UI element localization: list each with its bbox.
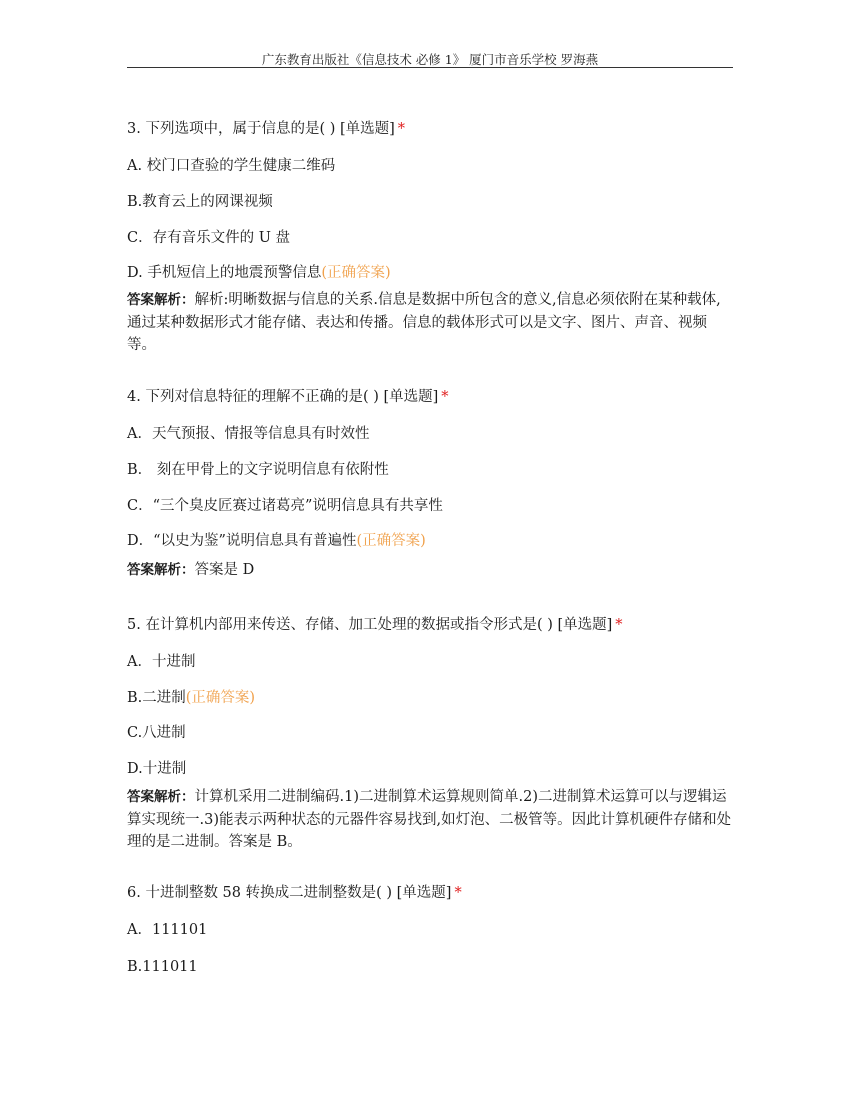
question-5-title: 5. 在计算机内部用来传送、存储、加工处理的数据或指令形式是( ) [单选题] * bbox=[127, 617, 623, 633]
question-5-option-d[interactable]: D.十进制 bbox=[127, 761, 187, 777]
question-4-analysis: 答案解析：答案是 D bbox=[127, 562, 255, 578]
correct-answer-tag: (正确答案) bbox=[356, 533, 426, 549]
question-4-option-b[interactable]: B． 刻在甲骨上的文字说明信息有依附性 bbox=[127, 462, 389, 478]
question-3-title: 3. 下列选项中，属于信息的是( ) [单选题] * bbox=[127, 121, 406, 137]
question-3-analysis: 答案解析：解析:明晰数据与信息的关系.信息是数据中所包含的意义,信息必须依附在某种载体,通过某种数据形式才能存储、表达和传播。信息的载体形式可以是文字、图片、声音、视频等。 bbox=[127, 292, 721, 353]
question-5-analysis: 答案解析：计算机采用二进制编码.1)二进制算术运算规则简单.2)二进制算术运算可以与逻辑运算实现统一.3)能表示两种状态的元器件容易找到,如灯泡、二极管等。因此计算机硬件存储和处理的是二进制。答案是 B。 bbox=[127, 789, 732, 850]
required-mark: * bbox=[454, 885, 462, 901]
question-6-title: 6. 十进制整数 58 转换成二进制整数是( ) [单选题] * bbox=[127, 885, 462, 901]
question-5-option-b[interactable]: B.二进制(正确答案) bbox=[127, 690, 256, 706]
question-3-option-c[interactable]: C．存有音乐文件的 U 盘 bbox=[127, 230, 291, 246]
question-5-option-a[interactable]: A．十进制 bbox=[127, 654, 196, 670]
header-rule bbox=[127, 67, 733, 68]
required-mark: * bbox=[397, 121, 406, 137]
question-5-option-c[interactable]: C.八进制 bbox=[127, 725, 186, 741]
correct-answer-tag: (正确答案) bbox=[321, 265, 391, 281]
page-header: 广东教育出版社《信息技术 必修 1》 厦门市音乐学校 罗海燕 bbox=[261, 52, 599, 67]
analysis-label: 答案解析： bbox=[127, 292, 195, 308]
question-4-title: 4. 下列对信息特征的理解不正确的是( ) [单选题] * bbox=[127, 389, 449, 405]
question-4-option-c[interactable]: C．“三个臭皮匠赛过诸葛亮”说明信息具有共享性 bbox=[127, 498, 443, 514]
analysis-label: 答案解析： bbox=[127, 789, 195, 805]
question-3-option-a[interactable]: A. 校门口查验的学生健康二维码 bbox=[127, 158, 336, 174]
required-mark: * bbox=[441, 389, 449, 405]
question-6-option-a[interactable]: A．111101 bbox=[127, 922, 208, 938]
question-4-option-a[interactable]: A．天气预报、情报等信息具有时效性 bbox=[127, 426, 370, 442]
analysis-label: 答案解析： bbox=[127, 562, 195, 578]
correct-answer-tag: (正确答案) bbox=[185, 690, 256, 706]
question-3-option-d[interactable]: D. 手机短信上的地震预警信息(正确答案) bbox=[127, 265, 391, 281]
question-4-option-d[interactable]: D．“以史为鉴”说明信息具有普遍性(正确答案) bbox=[127, 533, 426, 549]
required-mark: * bbox=[615, 617, 623, 633]
question-3-option-b[interactable]: B.教育云上的网课视频 bbox=[127, 194, 273, 210]
question-6-option-b[interactable]: B.111011 bbox=[127, 959, 198, 975]
